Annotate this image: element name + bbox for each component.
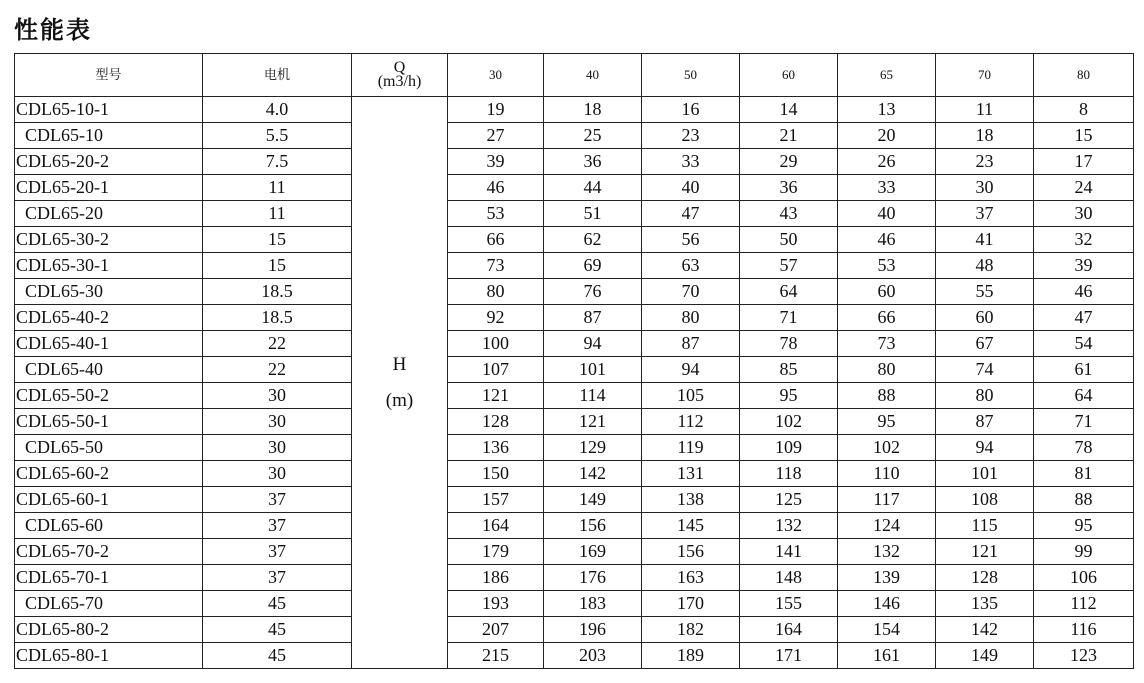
cell-head-value: 41 bbox=[936, 227, 1034, 253]
cell-head-value: 71 bbox=[740, 305, 838, 331]
cell-head-value: 33 bbox=[642, 149, 740, 175]
cell-head-value: 109 bbox=[740, 435, 838, 461]
cell-head-value: 69 bbox=[544, 253, 642, 279]
cell-model: CDL65-10-1 bbox=[15, 97, 203, 123]
cell-head-value: 19 bbox=[448, 97, 544, 123]
cell-head-value: 121 bbox=[448, 383, 544, 409]
cell-model: CDL65-50-2 bbox=[15, 383, 203, 409]
cell-head-value: 207 bbox=[448, 617, 544, 643]
cell-head-value: 54 bbox=[1034, 331, 1134, 357]
cell-head-value: 94 bbox=[642, 357, 740, 383]
cell-head-value: 138 bbox=[642, 487, 740, 513]
cell-head-value: 87 bbox=[642, 331, 740, 357]
cell-head-value: 39 bbox=[448, 149, 544, 175]
cell-head-value: 36 bbox=[544, 149, 642, 175]
cell-head-value: 70 bbox=[642, 279, 740, 305]
cell-head-value: 145 bbox=[642, 513, 740, 539]
cell-head-value: 15 bbox=[1034, 123, 1134, 149]
cell-head-value: 189 bbox=[642, 643, 740, 669]
cell-model: CDL65-40 bbox=[15, 357, 203, 383]
cell-head-value: 23 bbox=[642, 123, 740, 149]
cell-head-value: 20 bbox=[838, 123, 936, 149]
cell-head-value: 40 bbox=[838, 201, 936, 227]
cell-model: CDL65-80-2 bbox=[15, 617, 203, 643]
table-row bbox=[15, 253, 1134, 279]
cell-head-value: 132 bbox=[740, 513, 838, 539]
cell-head-value: 125 bbox=[740, 487, 838, 513]
cell-head-value: 146 bbox=[838, 591, 936, 617]
cell-head-value: 95 bbox=[740, 383, 838, 409]
cell-head-value: 85 bbox=[740, 357, 838, 383]
cell-model: CDL65-20-1 bbox=[15, 175, 203, 201]
cell-head-value: 24 bbox=[1034, 175, 1134, 201]
cell-model: CDL65-50 bbox=[15, 435, 203, 461]
cell-head-value: 142 bbox=[544, 461, 642, 487]
cell-motor: 11 bbox=[203, 175, 352, 201]
cell-head-value: 186 bbox=[448, 565, 544, 591]
cell-head-value: 102 bbox=[740, 409, 838, 435]
cell-head-value: 179 bbox=[448, 539, 544, 565]
cell-head-value: 108 bbox=[936, 487, 1034, 513]
cell-head-value: 55 bbox=[936, 279, 1034, 305]
cell-head-value: 53 bbox=[448, 201, 544, 227]
cell-head-value: 80 bbox=[936, 383, 1034, 409]
cell-head-value: 101 bbox=[936, 461, 1034, 487]
cell-head-value: 81 bbox=[1034, 461, 1134, 487]
cell-motor: 7.5 bbox=[203, 149, 352, 175]
table-row bbox=[15, 201, 1134, 227]
cell-head-value: 63 bbox=[642, 253, 740, 279]
header-flow-value: 30 bbox=[448, 54, 544, 97]
cell-motor: 30 bbox=[203, 461, 352, 487]
cell-head-value: 39 bbox=[1034, 253, 1134, 279]
cell-head-value: 121 bbox=[544, 409, 642, 435]
cell-motor: 45 bbox=[203, 643, 352, 669]
cell-head-value: 67 bbox=[936, 331, 1034, 357]
cell-model: CDL65-60-2 bbox=[15, 461, 203, 487]
cell-model: CDL65-40-2 bbox=[15, 305, 203, 331]
cell-head-value: 13 bbox=[838, 97, 936, 123]
cell-head-value: 36 bbox=[740, 175, 838, 201]
cell-head-value: 21 bbox=[740, 123, 838, 149]
cell-head-value: 80 bbox=[448, 279, 544, 305]
cell-head-value: 99 bbox=[1034, 539, 1134, 565]
cell-motor: 30 bbox=[203, 383, 352, 409]
cell-head-value: 27 bbox=[448, 123, 544, 149]
cell-head-value: 142 bbox=[936, 617, 1034, 643]
cell-head-value: 112 bbox=[642, 409, 740, 435]
table-row bbox=[15, 461, 1134, 487]
cell-head-value: 46 bbox=[1034, 279, 1134, 305]
cell-head-value: 23 bbox=[936, 149, 1034, 175]
head-symbol: H bbox=[392, 353, 407, 375]
cell-head-value: 131 bbox=[642, 461, 740, 487]
cell-model: CDL65-10 bbox=[15, 123, 203, 149]
cell-head-value: 87 bbox=[936, 409, 1034, 435]
cell-model: CDL65-30 bbox=[15, 279, 203, 305]
cell-head-value: 66 bbox=[448, 227, 544, 253]
cell-model: CDL65-50-1 bbox=[15, 409, 203, 435]
page-title: 性能表 bbox=[14, 16, 92, 44]
cell-head-value: 62 bbox=[544, 227, 642, 253]
table-row bbox=[15, 227, 1134, 253]
table-row bbox=[15, 435, 1134, 461]
cell-head-value: 30 bbox=[936, 175, 1034, 201]
header-q-unit: (m3/h) bbox=[377, 73, 422, 90]
cell-head-value: 16 bbox=[642, 97, 740, 123]
cell-head-value: 80 bbox=[838, 357, 936, 383]
header-model: 型号 bbox=[15, 54, 203, 97]
cell-head-value: 44 bbox=[544, 175, 642, 201]
table-row bbox=[15, 331, 1134, 357]
cell-head-value: 73 bbox=[448, 253, 544, 279]
cell-head-value: 51 bbox=[544, 201, 642, 227]
cell-head-value: 30 bbox=[1034, 201, 1134, 227]
cell-head-value: 80 bbox=[642, 305, 740, 331]
cell-head-value: 136 bbox=[448, 435, 544, 461]
cell-head-value: 123 bbox=[1034, 643, 1134, 669]
cell-head-value: 43 bbox=[740, 201, 838, 227]
cell-head-value: 149 bbox=[936, 643, 1034, 669]
table-row bbox=[15, 617, 1134, 643]
cell-model: CDL65-80-1 bbox=[15, 643, 203, 669]
header-motor: 电机 bbox=[203, 54, 352, 97]
cell-motor: 22 bbox=[203, 331, 352, 357]
table-row bbox=[15, 487, 1134, 513]
cell-head-value: 171 bbox=[740, 643, 838, 669]
cell-head-value: 11 bbox=[936, 97, 1034, 123]
cell-head-value: 46 bbox=[838, 227, 936, 253]
cell-motor: 30 bbox=[203, 409, 352, 435]
cell-head-value: 94 bbox=[936, 435, 1034, 461]
table-row bbox=[15, 97, 1134, 123]
cell-head-value: 95 bbox=[1034, 513, 1134, 539]
cell-head-value: 141 bbox=[740, 539, 838, 565]
cell-head-value: 87 bbox=[544, 305, 642, 331]
table-row bbox=[15, 357, 1134, 383]
cell-head-value: 94 bbox=[544, 331, 642, 357]
cell-head-value: 37 bbox=[936, 201, 1034, 227]
table-row bbox=[15, 591, 1134, 617]
cell-head-value: 40 bbox=[642, 175, 740, 201]
header-flow-value: 60 bbox=[740, 54, 838, 97]
cell-head-value: 193 bbox=[448, 591, 544, 617]
cell-head-value: 107 bbox=[448, 357, 544, 383]
cell-head-value: 154 bbox=[838, 617, 936, 643]
performance-table bbox=[14, 53, 1134, 669]
cell-head-value: 135 bbox=[936, 591, 1034, 617]
cell-head-value: 102 bbox=[838, 435, 936, 461]
cell-head-value: 57 bbox=[740, 253, 838, 279]
cell-head-value: 129 bbox=[544, 435, 642, 461]
cell-head-value: 183 bbox=[544, 591, 642, 617]
cell-head-value: 106 bbox=[1034, 565, 1134, 591]
cell-head-value: 196 bbox=[544, 617, 642, 643]
cell-head-value: 118 bbox=[740, 461, 838, 487]
cell-head-value: 48 bbox=[936, 253, 1034, 279]
cell-motor: 37 bbox=[203, 565, 352, 591]
cell-head-value: 155 bbox=[740, 591, 838, 617]
header-flow-label bbox=[352, 54, 448, 97]
cell-head-value: 132 bbox=[838, 539, 936, 565]
header-flow-value: 40 bbox=[544, 54, 642, 97]
cell-motor: 5.5 bbox=[203, 123, 352, 149]
table-row bbox=[15, 539, 1134, 565]
cell-head-value: 74 bbox=[936, 357, 1034, 383]
cell-head-value: 25 bbox=[544, 123, 642, 149]
cell-motor: 30 bbox=[203, 435, 352, 461]
cell-head-value: 112 bbox=[1034, 591, 1134, 617]
cell-head-value: 88 bbox=[1034, 487, 1134, 513]
cell-model: CDL65-30-1 bbox=[15, 253, 203, 279]
head-column-label bbox=[352, 97, 448, 669]
table-row bbox=[15, 279, 1134, 305]
cell-head-value: 203 bbox=[544, 643, 642, 669]
cell-head-value: 176 bbox=[544, 565, 642, 591]
table-row bbox=[15, 305, 1134, 331]
table-row bbox=[15, 643, 1134, 669]
cell-head-value: 50 bbox=[740, 227, 838, 253]
cell-head-value: 114 bbox=[544, 383, 642, 409]
cell-head-value: 47 bbox=[642, 201, 740, 227]
header-q-label: Q bbox=[393, 59, 406, 76]
cell-head-value: 116 bbox=[1034, 617, 1134, 643]
cell-model: CDL65-60 bbox=[15, 513, 203, 539]
cell-head-value: 124 bbox=[838, 513, 936, 539]
cell-head-value: 17 bbox=[1034, 149, 1134, 175]
cell-model: CDL65-40-1 bbox=[15, 331, 203, 357]
table-row bbox=[15, 565, 1134, 591]
cell-motor: 15 bbox=[203, 253, 352, 279]
cell-motor: 18.5 bbox=[203, 305, 352, 331]
table-row bbox=[15, 123, 1134, 149]
table-body bbox=[15, 97, 1134, 669]
cell-head-value: 182 bbox=[642, 617, 740, 643]
cell-head-value: 78 bbox=[740, 331, 838, 357]
cell-motor: 11 bbox=[203, 201, 352, 227]
cell-model: CDL65-20-2 bbox=[15, 149, 203, 175]
header-flow-value: 80 bbox=[1034, 54, 1134, 97]
cell-model: CDL65-60-1 bbox=[15, 487, 203, 513]
cell-motor: 45 bbox=[203, 591, 352, 617]
cell-head-value: 156 bbox=[544, 513, 642, 539]
cell-head-value: 56 bbox=[642, 227, 740, 253]
cell-motor: 37 bbox=[203, 539, 352, 565]
table-row bbox=[15, 513, 1134, 539]
cell-head-value: 215 bbox=[448, 643, 544, 669]
cell-motor: 4.0 bbox=[203, 97, 352, 123]
cell-head-value: 105 bbox=[642, 383, 740, 409]
cell-head-value: 110 bbox=[838, 461, 936, 487]
cell-head-value: 115 bbox=[936, 513, 1034, 539]
cell-head-value: 157 bbox=[448, 487, 544, 513]
header-row bbox=[15, 54, 1134, 97]
table-row bbox=[15, 383, 1134, 409]
cell-head-value: 53 bbox=[838, 253, 936, 279]
cell-head-value: 73 bbox=[838, 331, 936, 357]
cell-head-value: 117 bbox=[838, 487, 936, 513]
cell-head-value: 169 bbox=[544, 539, 642, 565]
cell-model: CDL65-20 bbox=[15, 201, 203, 227]
cell-head-value: 92 bbox=[448, 305, 544, 331]
cell-motor: 45 bbox=[203, 617, 352, 643]
cell-head-value: 88 bbox=[838, 383, 936, 409]
cell-head-value: 66 bbox=[838, 305, 936, 331]
cell-head-value: 100 bbox=[448, 331, 544, 357]
cell-head-value: 18 bbox=[936, 123, 1034, 149]
cell-head-value: 26 bbox=[838, 149, 936, 175]
cell-motor: 37 bbox=[203, 487, 352, 513]
table-row bbox=[15, 175, 1134, 201]
cell-motor: 22 bbox=[203, 357, 352, 383]
cell-head-value: 46 bbox=[448, 175, 544, 201]
cell-head-value: 14 bbox=[740, 97, 838, 123]
cell-model: CDL65-30-2 bbox=[15, 227, 203, 253]
cell-head-value: 60 bbox=[936, 305, 1034, 331]
cell-head-value: 156 bbox=[642, 539, 740, 565]
cell-head-value: 64 bbox=[1034, 383, 1134, 409]
cell-head-value: 170 bbox=[642, 591, 740, 617]
cell-head-value: 60 bbox=[838, 279, 936, 305]
cell-head-value: 61 bbox=[1034, 357, 1134, 383]
cell-head-value: 164 bbox=[448, 513, 544, 539]
cell-motor: 15 bbox=[203, 227, 352, 253]
cell-head-value: 150 bbox=[448, 461, 544, 487]
cell-head-value: 163 bbox=[642, 565, 740, 591]
table-row bbox=[15, 149, 1134, 175]
head-unit: (m) bbox=[385, 389, 414, 411]
cell-head-value: 149 bbox=[544, 487, 642, 513]
cell-head-value: 33 bbox=[838, 175, 936, 201]
cell-head-value: 32 bbox=[1034, 227, 1134, 253]
cell-head-value: 78 bbox=[1034, 435, 1134, 461]
cell-head-value: 161 bbox=[838, 643, 936, 669]
cell-head-value: 71 bbox=[1034, 409, 1134, 435]
cell-head-value: 164 bbox=[740, 617, 838, 643]
cell-head-value: 128 bbox=[448, 409, 544, 435]
cell-head-value: 128 bbox=[936, 565, 1034, 591]
cell-motor: 37 bbox=[203, 513, 352, 539]
cell-model: CDL65-70-2 bbox=[15, 539, 203, 565]
cell-head-value: 119 bbox=[642, 435, 740, 461]
cell-head-value: 148 bbox=[740, 565, 838, 591]
cell-head-value: 47 bbox=[1034, 305, 1134, 331]
cell-head-value: 64 bbox=[740, 279, 838, 305]
cell-head-value: 95 bbox=[838, 409, 936, 435]
cell-model: CDL65-70-1 bbox=[15, 565, 203, 591]
cell-head-value: 76 bbox=[544, 279, 642, 305]
header-flow-value: 70 bbox=[936, 54, 1034, 97]
cell-head-value: 101 bbox=[544, 357, 642, 383]
cell-head-value: 121 bbox=[936, 539, 1034, 565]
cell-model: CDL65-70 bbox=[15, 591, 203, 617]
header-flow-value: 50 bbox=[642, 54, 740, 97]
cell-motor: 18.5 bbox=[203, 279, 352, 305]
header-flow-value: 65 bbox=[838, 54, 936, 97]
cell-head-value: 29 bbox=[740, 149, 838, 175]
cell-head-value: 8 bbox=[1034, 97, 1134, 123]
cell-head-value: 139 bbox=[838, 565, 936, 591]
cell-head-value: 18 bbox=[544, 97, 642, 123]
table-row bbox=[15, 409, 1134, 435]
